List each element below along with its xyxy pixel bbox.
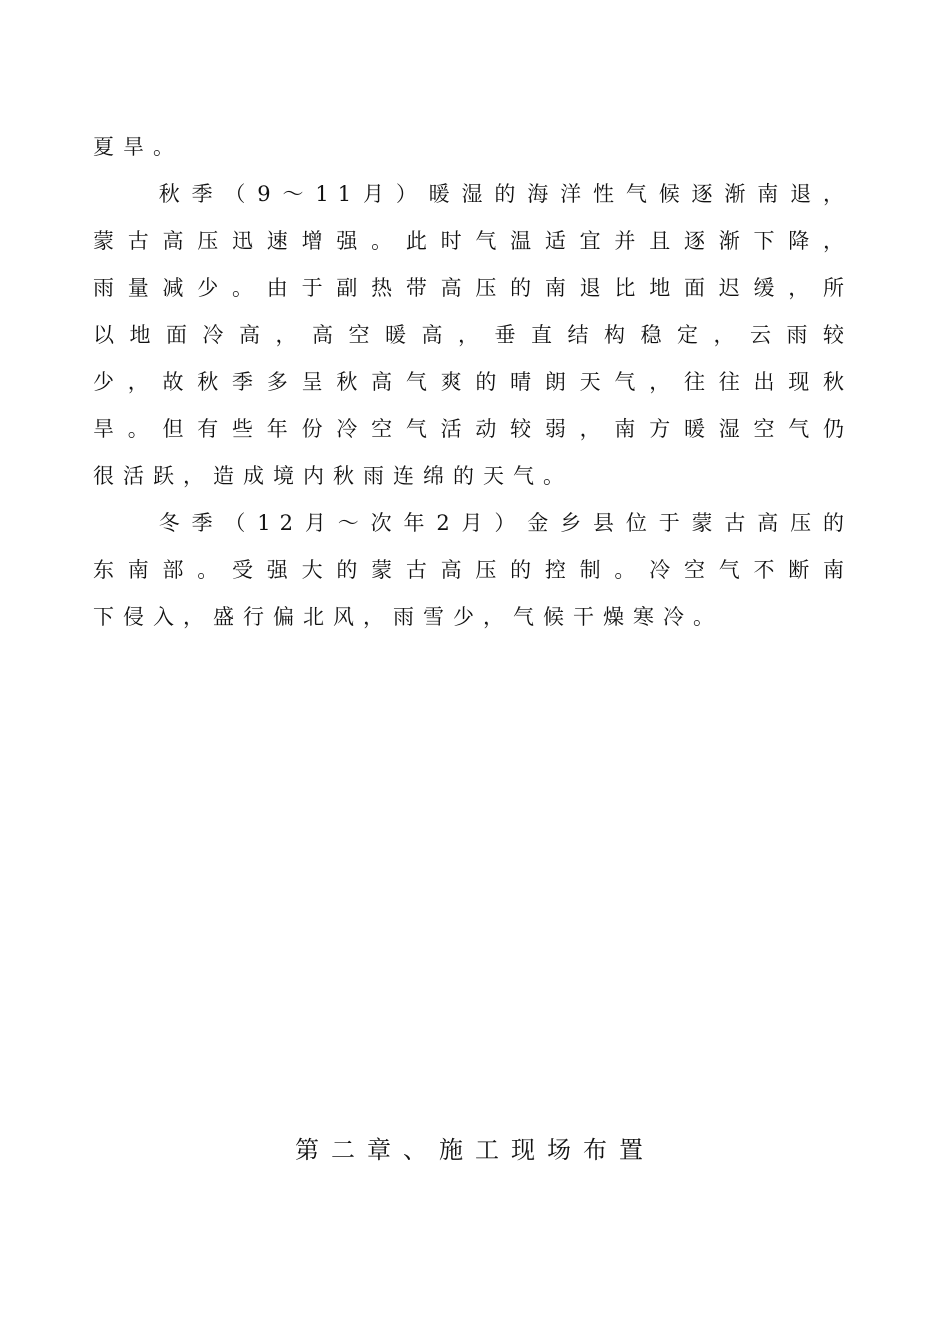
- text-line: 夏旱。: [93, 135, 183, 159]
- text-line: 很活跃，造成境内秋雨连绵的天气。: [93, 464, 573, 488]
- chapter-title: 第二章、施工现场布置: [295, 1136, 655, 1164]
- text-line: 少，故秋季多呈秋高气爽的晴朗天气，往往出现秋: [93, 370, 853, 394]
- text-line: 冬季（12月～次年2月）金乡县位于蒙古高压的: [93, 511, 853, 535]
- text-line: 旱。但有些年份冷空气活动较弱，南方暖湿空气仍: [93, 417, 853, 441]
- text-line: 下侵入，盛行偏北风，雨雪少，气候干燥寒冷。: [93, 605, 723, 629]
- text-line: 以地面冷高，高空暖高，垂直结构稳定，云雨较: [93, 323, 853, 347]
- text-line: 雨量减少。由于副热带高压的南退比地面迟缓，所: [93, 276, 853, 300]
- text-line: 蒙古高压迅速增强。此时气温适宜并且逐渐下降，: [93, 229, 853, 253]
- text-line: 秋季（9～11月）暖湿的海洋性气候逐渐南退，: [93, 182, 853, 206]
- body-text: [93, 124, 853, 641]
- text-line: 东南部。受强大的蒙古高压的控制。冷空气不断南: [93, 558, 853, 582]
